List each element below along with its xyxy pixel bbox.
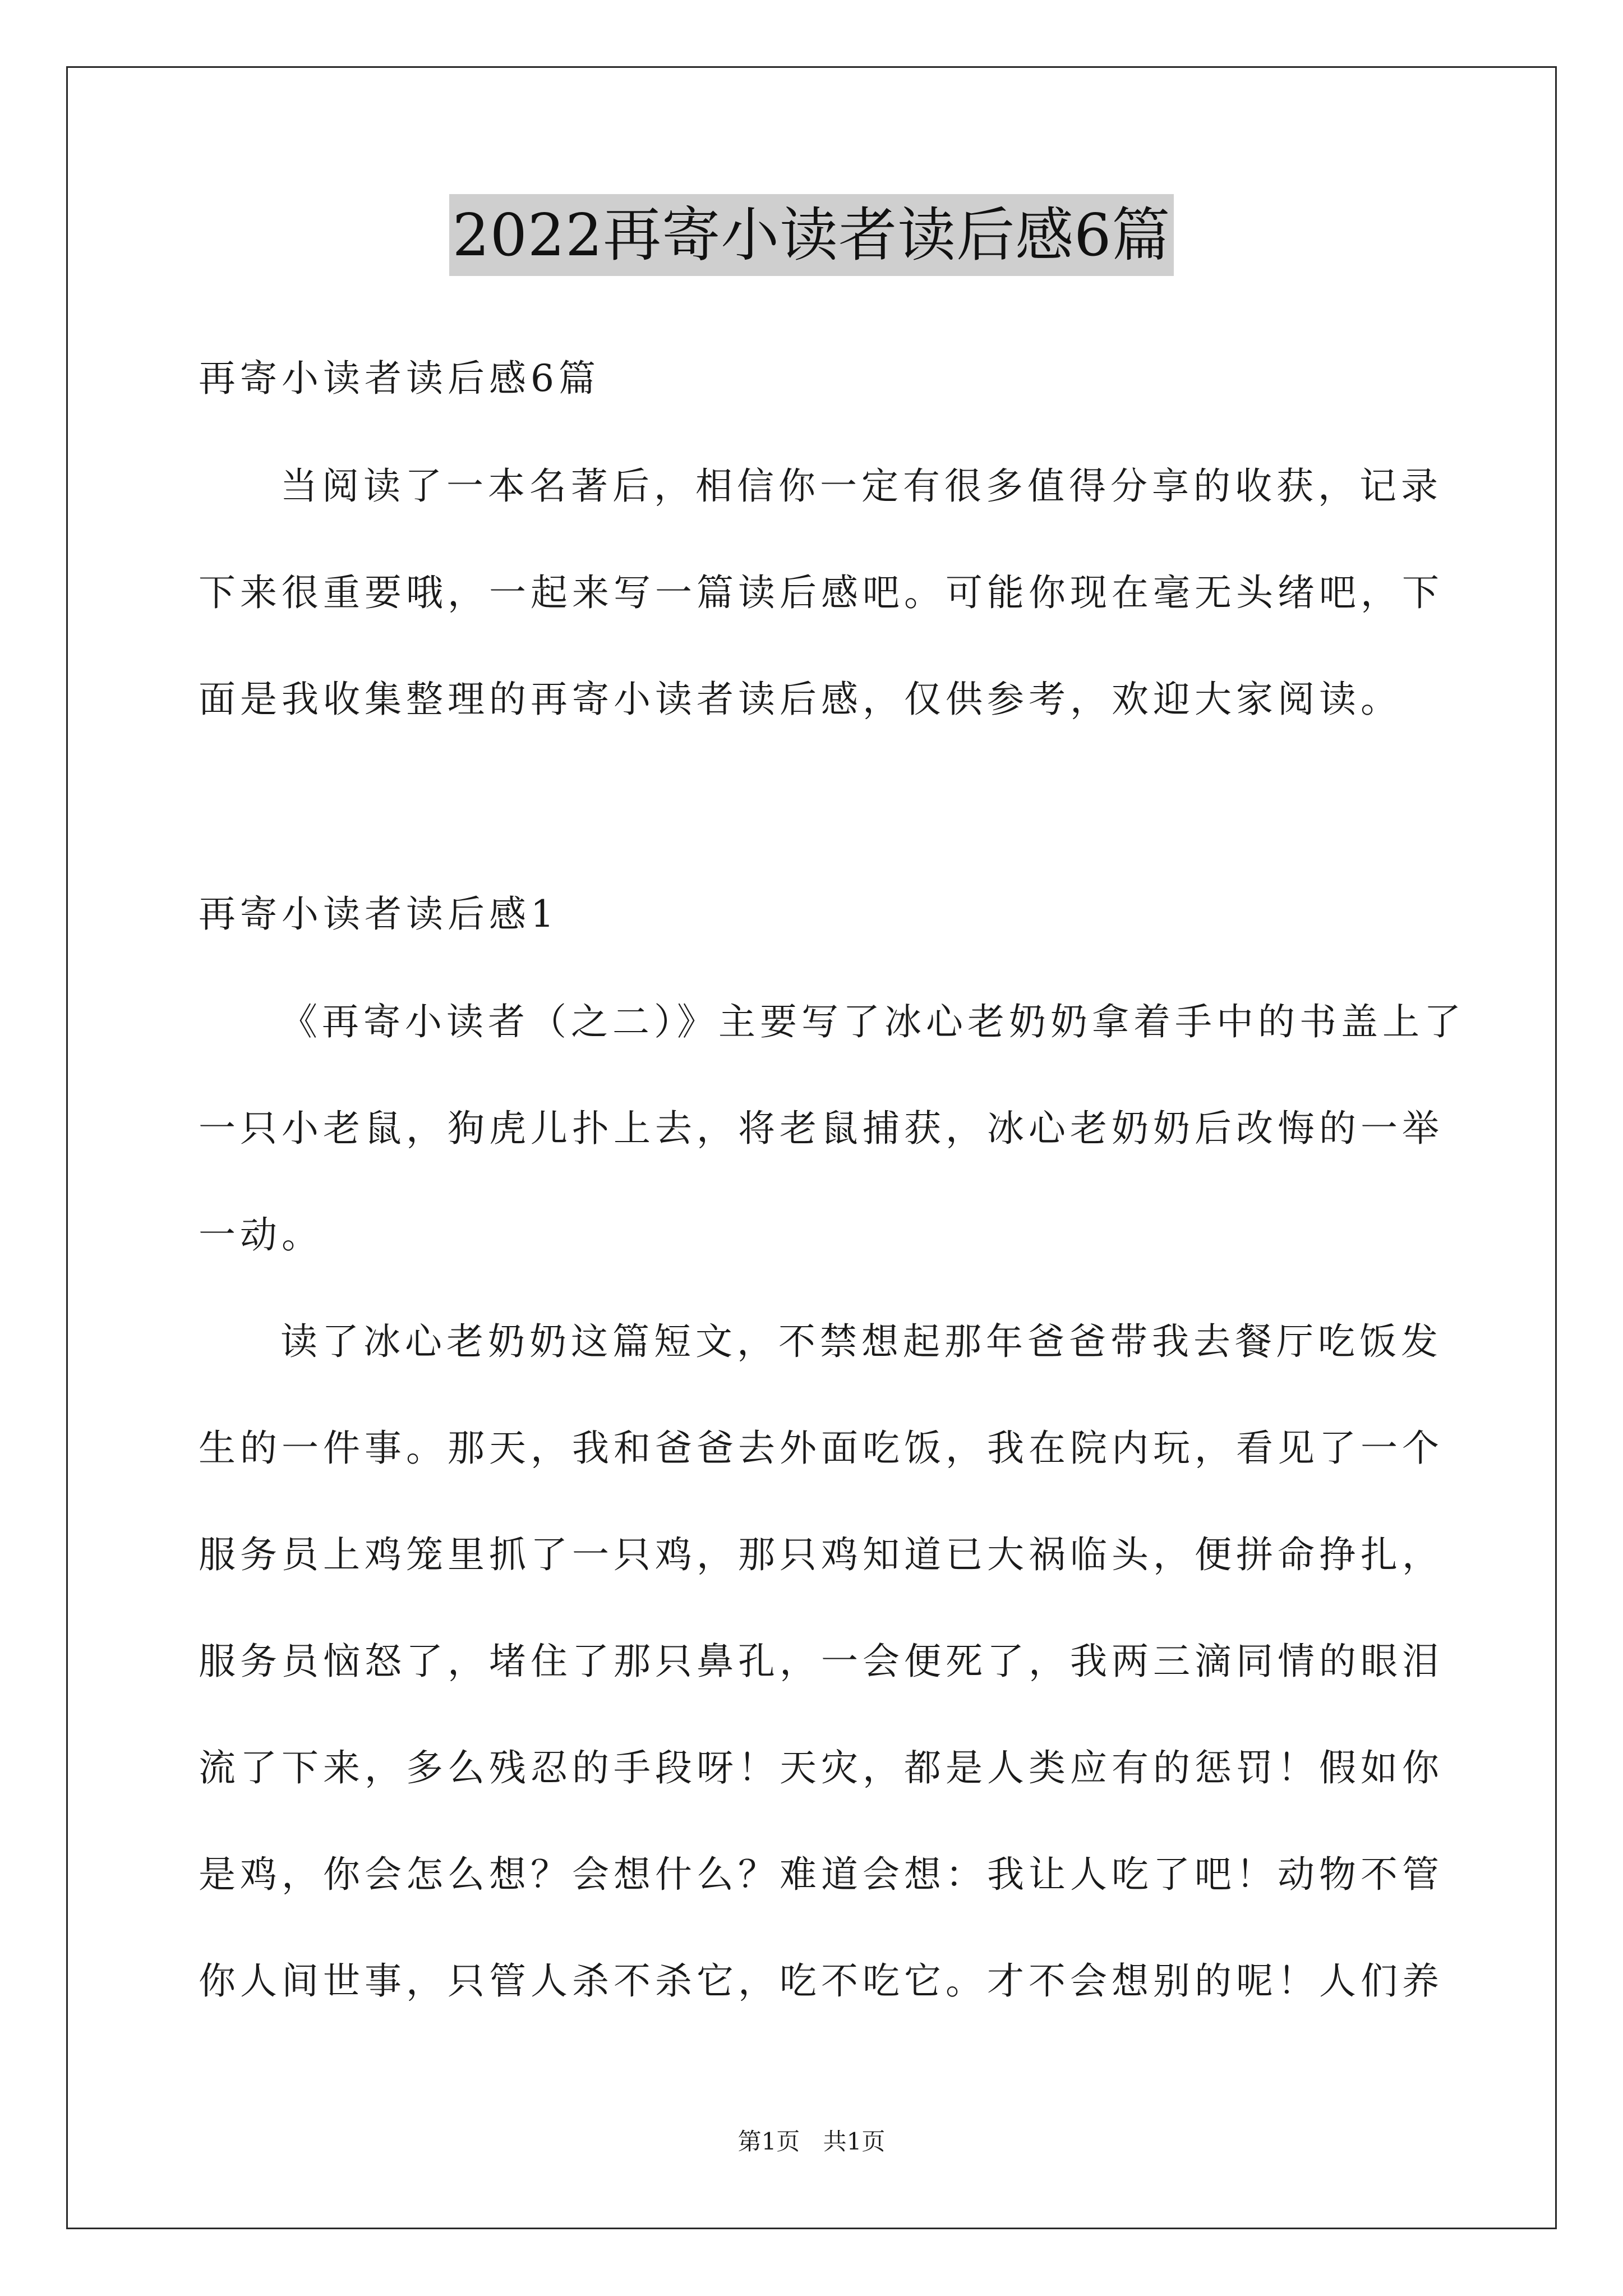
paragraph1-line-3: 一动。 — [199, 1213, 323, 1257]
document-title: 2022再寄小读者读后感6篇 — [449, 194, 1174, 276]
subtitle: 再寄小读者读后感6篇 — [199, 357, 600, 400]
paragraph2-line-6: 是鸡，你会怎么想？会想什么？难道会想：我让人吃了吧！动物不管 — [199, 1853, 1444, 1896]
paragraph2-line-3: 服务员上鸡笼里抓了一只鸡，那只鸡知道已大祸临头，便拼命挣扎， — [199, 1533, 1444, 1576]
page-number: 第1页 — [737, 2128, 800, 2155]
paragraph1-line-2: 一只小老鼠，狗虎儿扑上去，将老鼠捕获，冰心老奶奶后改悔的一举 — [199, 1107, 1444, 1150]
paragraph1-line-1: 《再寄小读者（之二）》主要写了冰心老奶奶拿着手中的书盖上了 — [280, 1000, 1465, 1043]
intro-line-2: 下来很重要哦，一起来写一篇读后感吧。可能你现在毫无头绪吧，下 — [199, 571, 1444, 614]
paragraph2-line-7: 你人间世事，只管人杀不杀它，吃不吃它。才不会想别的呢！人们养 — [199, 1959, 1444, 2003]
intro-line-3: 面是我收集整理的再寄小读者读后感，仅供参考，欢迎大家阅读。 — [199, 678, 1402, 721]
section-heading: 再寄小读者读后感1 — [199, 892, 559, 936]
page-total: 共1页 — [823, 2128, 886, 2155]
page-footer — [0, 2126, 1623, 2157]
paragraph2-line-4: 服务员恼怒了，堵住了那只鼻孔，一会便死了，我两三滴同情的眼泪 — [199, 1640, 1444, 1683]
paragraph2-line-2: 生的一件事。那天，我和爸爸去外面吃饭，我在院内玩，看见了一个 — [199, 1427, 1444, 1470]
paragraph2-line-5: 流了下来，多么残忍的手段呀！天灾，都是人类应有的惩罚！假如你 — [199, 1746, 1444, 1789]
intro-line-1: 当阅读了一本名著后，相信你一定有很多值得分享的收获，记录 — [280, 464, 1442, 508]
paragraph2-line-1: 读了冰心老奶奶这篇短文，不禁想起那年爸爸带我去餐厅吃饭发 — [280, 1320, 1442, 1363]
title-container — [0, 194, 1623, 276]
